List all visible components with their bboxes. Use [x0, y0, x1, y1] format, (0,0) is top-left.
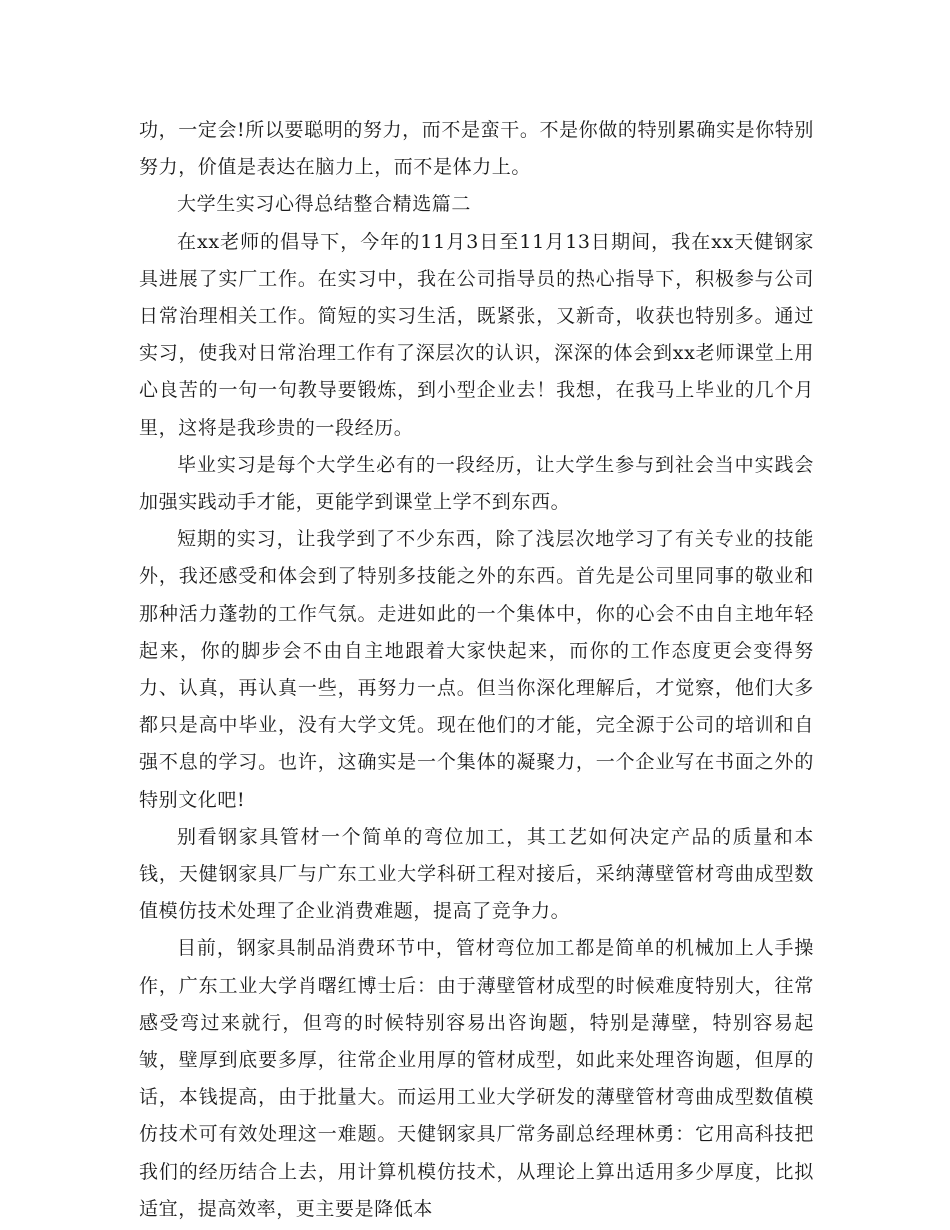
document-page	[139, 112, 814, 1228]
paragraph: 短期的实习，让我学到了不少东西，除了浅层次地学习了有关专业的技能外，我还感受和体会到了特别多技能之外的东西。首先是公司里同事的敬业和那种活力蓬勃的工作气氛。走进如此的一个集体中，你的心会不由自主地年轻起来，你的脚步会不由自主地跟着大家快起来，而你的工作态度更会变得努力、认真，再认真一些，再努力一点。但当你深化理解后，才觉察，他们大多都只是高中毕业，没有大学文凭。现在他们的才能，完全源于公司的培训和自强不息的学习。也许，这确实是一个集体的凝聚力，一个企业写在书面之外的特别文化吧!	[139, 528, 814, 811]
paragraph: 毕业实习是每个大学生必有的一段经历，让大学生参与到社会当中实践会加强实践动手才能，更能学到课堂上学不到东西。	[139, 453, 814, 514]
paragraph: 别看钢家具管材一个简单的弯位加工，其工艺如何决定产品的质量和本钱，天健钢家具厂与广东工业大学科研工程对接后，采纳薄壁管材弯曲成型数值模仿技术处理了企业消费难题，提高了竞争力。	[139, 825, 814, 923]
paragraph: 目前，钢家具制品消费环节中，管材弯位加工都是简单的机械加上人手操作，广东工业大学肖曙红博士后：由于薄壁管材成型的时候难度特别大，往常感受弯过来就行，但弯的时候特别容易出咨询题，特别是薄壁，特别容易起皱，壁厚到底要多厚，往常企业用厚的管材成型，如此来处理咨询题，但厚的话，本钱提高，由于批量大。而运用工业大学研发的薄壁管材弯曲成型数值模仿技术可有效处理这一难题。天健钢家具厂常务副总经理林勇：它用高科技把我们的经历结合上去，用计算机模仿技术，从理论上算出适用多少厚度，比拟适宜，提高效率，更主要是降低本	[139, 937, 814, 1220]
section-heading: 大学生实习心得总结整合精选篇二	[177, 193, 472, 216]
paragraph: 在xx老师的倡导下，今年的11月3日至11月13日期间，我在xx天健钢家具进展了实厂工作。在实习中，我在公司指导员的热心指导下，积极参与公司日常治理相关工作。简短的实习生活，既紧张，又新奇，收获也特别多。通过实习，使我对日常治理工作有了深层次的认识，深深的体会到xx老师课堂上用心良苦的一句一句教导要锻炼，到小型企业去！我想，在我马上毕业的几个月里，这将是我珍贵的一段经历。	[139, 230, 814, 439]
paragraph-continuation: 功，一定会!所以要聪明的努力，而不是蛮干。不是你做的特别累确实是你特别努力，价值是表达在脑力上，而不是体力上。	[139, 119, 814, 179]
